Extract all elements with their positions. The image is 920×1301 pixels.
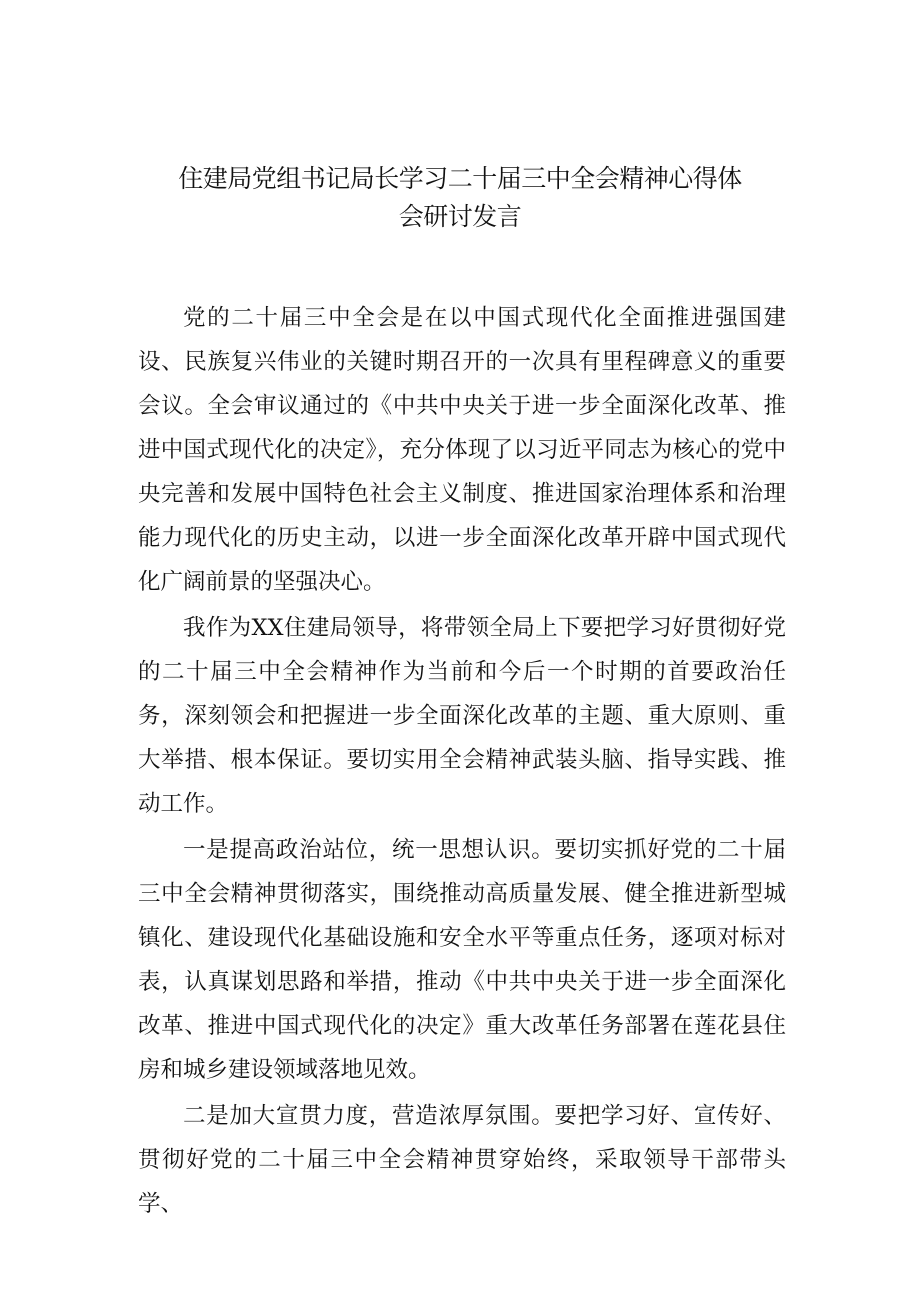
paragraph-intro: 党的二十届三中全会是在以中国式现代化全面推进强国建设、民族复兴伟业的关键时期召开的一次具有里程碑意义的重要会议。全会审议通过的《中共中央关于进一步全面深化改革、推进中国式现代化的决定》，充分体现了以习近平同志为核心的党中央完善和发展中国特色社会主义制度、推进国家治理体系和治理能力现代化的历史主动，以进一步全面深化改革开辟中国式现代化广阔前景的坚强决心。	[138, 305, 786, 595]
document-title-line-2: 会研讨发言	[398, 202, 522, 231]
document-title	[0, 160, 920, 236]
document-body	[138, 296, 786, 1228]
document-title-line-1: 住建局党组书记局长学习二十届三中全会精神心得体	[178, 164, 742, 193]
paragraph-point-two: 二是加大宣贯力度，营造浓厚氛围。要把学习好、宣传好、贯彻好党的二十届三中全会精神贯穿始终，采取领导干部带头学、	[138, 1103, 786, 1217]
paragraph-commitment: 我作为XX住建局领导，将带领全局上下要把学习好贯彻好党的二十届三中全会精神作为当前和今后一个时期的首要政治任务，深刻领会和把握进一步全面深化改革的主题、重大原则、重大举措、根本保证。要切实用全会精神武装头脑、指导实践、推动工作。	[138, 615, 786, 817]
paragraph-point-one: 一是提高政治站位，统一思想认识。要切实抓好党的二十届三中全会精神贯彻落实，围绕推动高质量发展、健全推进新型城镇化、建设现代化基础设施和安全水平等重点任务，逐项对标对表，认真谋划思路和举措，推动《中共中央关于进一步全面深化改革、推进中国式现代化的决定》重大改革任务部署在莲花县住房和城乡建设领域落地见效。	[138, 837, 786, 1083]
